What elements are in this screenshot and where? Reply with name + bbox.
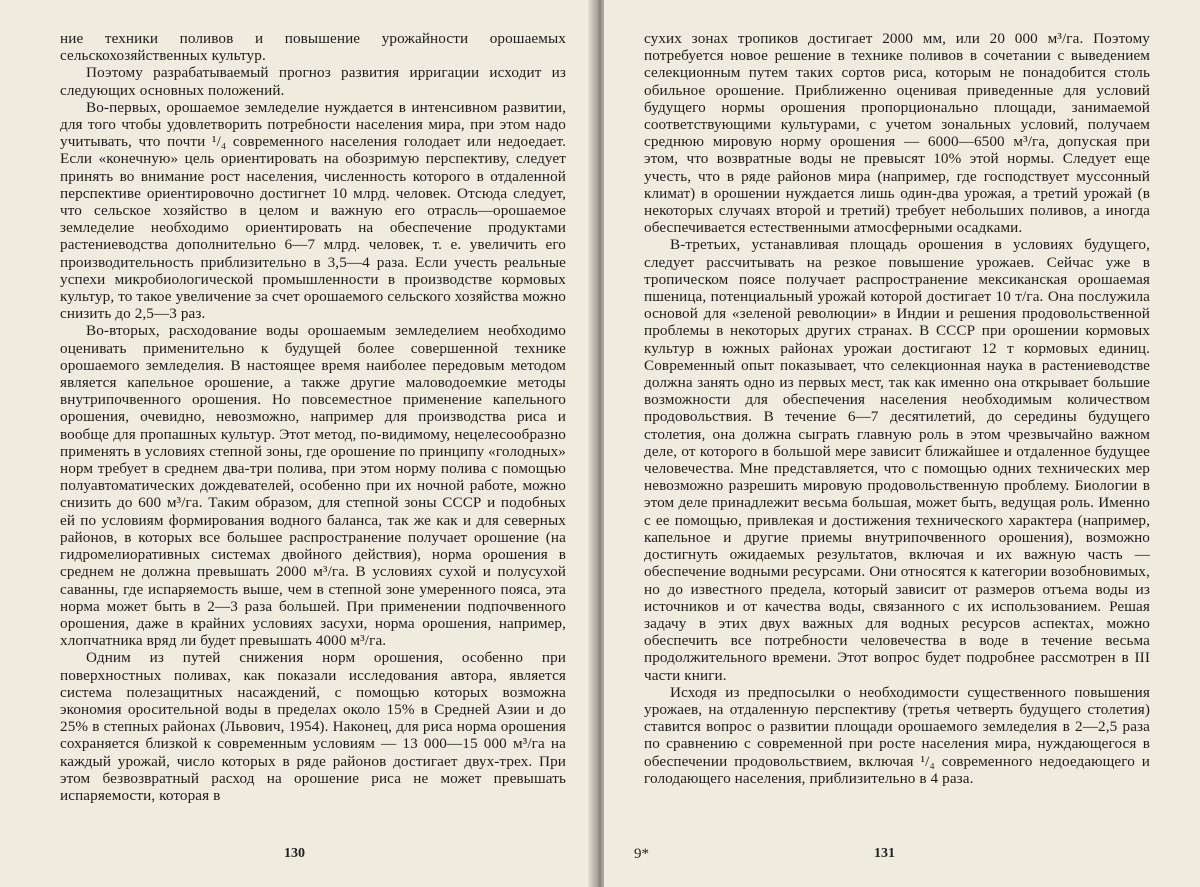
right-page-text	[644, 30, 1150, 787]
left-page	[0, 0, 596, 887]
paragraph: Во-первых, орошаемое земледелие нуждается в интенсивном развитии, для того чтобы удовлетворить потребности населения мира, при этом надо учитывать, что почти ¹/₄ современного населения голодает или недоедает. Если «конечную» цель ориентировать на обозримую перспективу, следует принять во внимание рост населения, численность которого в отдаленной перспективе ориентировочно достигнет 10 млрд. человек. Отсюда следует, что сельское хозяйство в целом и важную его отрасль—орошаемое земледелие необходимо ориентировать на обеспечение продуктами растениеводства дополнительно 6—7 млрд. человек, т. е. увеличить его производительность приблизительно в 3,5—4 раза. Если учесть реальные успехи микробиологической промышленности в производстве кормовых культур, то такое увеличение за счет орошаемого сельского хозяйства можно снизить до 2,5—3 раз.	[60, 98, 566, 323]
paragraph: В-третьих, устанавливая площадь орошения в условиях будущего, следует рассчитывать на резкое повышение урожаев. Сейчас уже в тропическом поясе получает распространение мексиканская орошаемая пшеница, потенциальный урожай которой достигает 10 т/га. Она послужила основой для «зеленой революции» в Индии и решения продовольственной проблемы в некоторых других странах. В СССР при орошении кормовых культур в южных районах урожаи достигают 12 т кормовых единиц. Современный опыт показывает, что селекционная наука в растениеводстве должна занять одно из первых мест, так как именно она открывает большие возможности для обеспечения населения необходимым количеством продовольствия. В течение 6—7 десятилетий, до середины будущего столетия, она должна сыграть главную роль в этом чрезвычайно важном деле, от которого в большой мере зависит ближайшее и отдаленное будущее человечества. Мне представляется, что с помощью одних технических мер невозможно разрешить мировую продовольственную проблему. Биологии в этом деле принадлежит весьма большая, может быть, ведущая роль. Именно с ее помощью, привлекая и достижения технического характера (например, капельное и другие приемы внутрипочвенного орошения), возможно достигнуть ожидаемых результатов, включая и их важную часть — обеспечение водными ресурсами. Они относятся к категории возобновимых, но до известного предела, который зависит от размеров отъема воды из источников и от качества воды, связанного с их использованием. Решая задачу в этих двух важных для водных ресурсов аспектах, можно обеспечить все потребности человечества в воде в течение весьма продолжительного времени. Этот вопрос будет подробнее рассмотрен в III части книги.	[644, 236, 1150, 684]
paragraph: Во-вторых, расходование воды орошаемым земледелием необходимо оценивать применительно к будущей более совершенной технике орошаемого земледелия. В настоящее время наиболее передовым методом является капельное орошение, а также другие маловодоемкие методы внутрипочвенного орошения. Но повсеместное применение капельного орошения, очевидно, невозможно, например для производства риса и вообще для пропашных культур. Этот метод, по-видимому, нецелесообразно применять в условиях степной зоны, где орошение по принципу «голодных» норм требует в среднем два-три полива, при этом норму полива с помощью полуавтоматических дождевателей, особенно при их ночной работе, можно снизить до 600 м³/га. Таким образом, для степной зоны СССР и подобных ей по условиям формирования водного баланса, так же как и для северных районов, в которых все большее распространение получает орошение (на гидромелиоративных системах двойного действия), норма орошения в среднем не должна превышать 2000 м³/га. В условиях сухой и полусухой саванны, где испаряемость выше, чем в степной зоне умеренного пояса, эта норма может быть в 2—3 раза большей. При применении подпочвенного орошения, даже в крайних условиях засухи, норма орошения, например, хлопчатника вряд ли будет превышать 4000 м³/га.	[60, 322, 566, 650]
paragraph: Исходя из предпосылки о необходимости существенного повышения урожаев, на отдаленную перспективу (третья четверть будущего столетия) ставится вопрос о развитии площади орошаемого земледелия в 2—2,5 раза по сравнению с современной при росте населения мира, нуждающегося в обеспечении продовольствием, включая ¹/₄ современного недоедающего и голодающего населения, приблизительно в 4 раза.	[644, 683, 1150, 787]
page-number: 131	[874, 846, 895, 861]
paragraph: Поэтому разрабатываемый прогноз развития ирригации исходит из следующих основных положений.	[60, 64, 566, 99]
right-page	[604, 0, 1200, 887]
paragraph: Одним из путей снижения норм орошения, особенно при поверхностных поливах, как показали исследования автора, является система полезащитных насаждений, с помощью которых возможна экономия оросительной воды в пределах около 15% в Средней Азии и до 25% в степных районах (Львович, 1954). Наконец, для риса норма орошения сохраняется близкой к современным условиям — 13 000—15 000 м³/га на каждый урожай, число которых в ряде районов достигает двух-трех. При этом безвозвратный расход на орошение риса не может превышать испаряемости, которая в	[60, 649, 566, 804]
left-page-text	[60, 30, 566, 804]
signature-mark: 9*	[634, 846, 649, 862]
page-number: 130	[284, 846, 305, 861]
paragraph: ние техники поливов и повышение урожайности орошаемых сельскохозяйственных культур.	[60, 30, 566, 65]
paragraph: сухих зонах тропиков достигает 2000 мм, или 20 000 м³/га. Поэтому потребуется новое решение в технике поливов в сочетании с выведением селекционным путем таких сортов риса, которым не понадобится столь обильное орошение. Приближенно оценивая приведенные для условий будущего нормы орошения пропорционально площади, занимаемой соответствующими культурами, с учетом зональных условий, получаем среднюю мировую норму орошения — 6000—6500 м³/га, допуская при этом, что возвратные воды не превысят 10% этой нормы. Следует еще учесть, что в ряде районов мира (например, где господствует муссонный климат) в орошении нуждается лишь один-два урожая, а третий урожай (в некоторых случаях второй и третий) требует небольших поливов, а иногда обеспечивается естественными атмосферными осадками.	[644, 30, 1150, 237]
